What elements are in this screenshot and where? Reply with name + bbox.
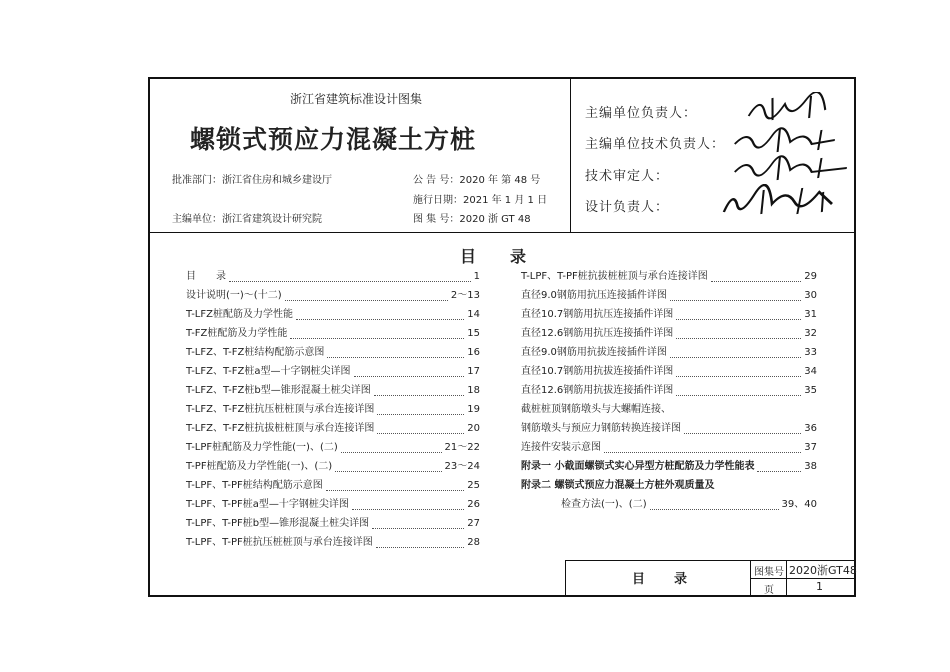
leader-dots bbox=[684, 424, 801, 434]
page-value: 1 bbox=[816, 580, 823, 593]
toc-entry-page: 28 bbox=[467, 537, 480, 548]
toc-entry-page: 17 bbox=[467, 366, 480, 377]
leader-dots bbox=[376, 538, 465, 548]
toc-right-column bbox=[521, 267, 817, 514]
toc-entry-label: T-LPF、T-PF桩b型—锥形混凝土桩尖详图 bbox=[186, 518, 370, 529]
toc-entry-page: 30 bbox=[804, 290, 817, 301]
toc-entry-label: 连接件安装示意图 bbox=[521, 442, 601, 453]
atlas-series: 浙江省建筑标准设计图集 bbox=[290, 92, 423, 106]
toc-entry[interactable] bbox=[186, 343, 480, 362]
signature-role: 主编单位负责人： bbox=[585, 106, 698, 121]
leader-dots bbox=[676, 386, 801, 396]
leader-dots bbox=[327, 348, 464, 358]
editor-unit: 主编单位：浙江省建筑设计研究院 bbox=[172, 214, 322, 225]
toc-entry[interactable] bbox=[186, 495, 480, 514]
toc-entry[interactable] bbox=[521, 476, 817, 495]
toc-entry[interactable] bbox=[186, 381, 480, 400]
toc-entry-label: T-LFZ、T-FZ桩抗压桩桩顶与承台连接详图 bbox=[186, 404, 375, 415]
toc-entry-label: T-LPF、T-PF桩a型—十字钢桩尖详图 bbox=[186, 499, 349, 510]
approval-dept: 批准部门：浙江省住房和城乡建设厅 bbox=[172, 175, 332, 186]
toc-entry-label: 直径9.0钢筋用抗拔连接插件详图 bbox=[521, 347, 667, 358]
leader-dots bbox=[285, 291, 448, 301]
leader-dots bbox=[757, 462, 801, 472]
toc-entry[interactable] bbox=[521, 495, 817, 514]
leader-dots bbox=[670, 291, 801, 301]
toc-entry[interactable] bbox=[186, 514, 480, 533]
toc-entry-page: 21～22 bbox=[444, 442, 480, 453]
leader-dots bbox=[377, 424, 464, 434]
toc-entry-label: 钢筋墩头与预应力钢筋转换连接详图 bbox=[521, 423, 681, 434]
toc-entry-page: 39、40 bbox=[781, 499, 817, 510]
toc-entry-label: 直径9.0钢筋用抗压连接插件详图 bbox=[521, 290, 667, 301]
toc-entry-page: 29 bbox=[804, 271, 817, 282]
title-block-left bbox=[565, 560, 566, 597]
notice-number: 公 告 号：2020 年 第 48 号 bbox=[413, 175, 541, 186]
leader-dots bbox=[335, 462, 441, 472]
toc-entry[interactable] bbox=[186, 438, 480, 457]
toc-entry-label: 附录一 小截面螺锁式实心异型方桩配筋及力学性能表 bbox=[521, 461, 755, 472]
atlas-label: 图集号 bbox=[754, 567, 784, 578]
leader-dots bbox=[676, 310, 801, 320]
toc-entry-label: T-LPF、T-PF桩抗拔桩桩顶与承台连接详图 bbox=[521, 271, 708, 282]
toc-left-column bbox=[186, 267, 480, 552]
toc-entry-label: 附录二 螺锁式预应力混凝土方桩外观质量及 bbox=[521, 480, 715, 491]
toc-entry[interactable] bbox=[186, 362, 480, 381]
leader-dots bbox=[650, 500, 779, 510]
leader-dots bbox=[372, 519, 464, 529]
leader-dots bbox=[229, 272, 471, 282]
toc-entry[interactable] bbox=[186, 324, 480, 343]
toc-entry-page: 26 bbox=[467, 499, 480, 510]
toc-entry[interactable] bbox=[521, 400, 817, 419]
toc-entry-page: 32 bbox=[804, 328, 817, 339]
toc-entry-page: 15 bbox=[467, 328, 480, 339]
signature-role: 设计负责人： bbox=[585, 200, 670, 215]
toc-entry-label: T-LFZ桩配筋及力学性能 bbox=[186, 309, 293, 320]
toc-entry[interactable] bbox=[186, 286, 480, 305]
toc-entry-page: 1 bbox=[473, 271, 480, 282]
document-title: 螺锁式预应力混凝土方桩 bbox=[190, 125, 477, 154]
toc-entry-page: 33 bbox=[804, 347, 817, 358]
page-label: 页 bbox=[764, 585, 774, 596]
leader-dots bbox=[711, 272, 802, 282]
toc-entry[interactable] bbox=[521, 324, 817, 343]
toc-entry[interactable] bbox=[521, 362, 817, 381]
toc-entry-page: 37 bbox=[804, 442, 817, 453]
toc-entry-label: 检查方法(一)、(二) bbox=[521, 499, 647, 510]
atlas-number: 图 集 号：2020 浙 GT 48 bbox=[413, 214, 531, 225]
toc-entry[interactable] bbox=[521, 457, 817, 476]
toc-entry[interactable] bbox=[521, 343, 817, 362]
toc-entry-label: T-FZ桩配筋及力学性能 bbox=[186, 328, 288, 339]
title-block-divider bbox=[750, 560, 751, 597]
toc-entry-page: 23～24 bbox=[444, 461, 480, 472]
title-block-mid bbox=[750, 578, 856, 579]
leader-dots bbox=[377, 405, 464, 415]
toc-entry-page: 36 bbox=[804, 423, 817, 434]
effective-date: 施行日期：2021 年 1 月 1 日 bbox=[413, 195, 548, 206]
leader-dots bbox=[670, 348, 801, 358]
title-block-divider-2 bbox=[786, 560, 787, 597]
toc-entry[interactable] bbox=[186, 267, 480, 286]
toc-entry[interactable] bbox=[186, 476, 480, 495]
toc-entry-page: 38 bbox=[804, 461, 817, 472]
toc-entry[interactable] bbox=[186, 400, 480, 419]
title-block-top bbox=[565, 560, 856, 561]
leader-dots bbox=[296, 310, 464, 320]
toc-entry[interactable] bbox=[186, 533, 480, 552]
header-vertical-divider bbox=[570, 77, 571, 232]
toc-entry-label: 直径10.7钢筋用抗拔连接插件详图 bbox=[521, 366, 674, 377]
toc-entry-label: T-LPF、T-PF桩抗压桩桩顶与承台连接详图 bbox=[186, 537, 373, 548]
leader-dots bbox=[341, 443, 442, 453]
toc-entry-label: 直径10.7钢筋用抗压连接插件详图 bbox=[521, 309, 674, 320]
toc-entry-label: 设计说明(一)～(十二) bbox=[186, 290, 282, 301]
toc-entry-page: 25 bbox=[467, 480, 480, 491]
toc-entry-page: 14 bbox=[467, 309, 480, 320]
atlas-value: 2020浙GT48 bbox=[789, 564, 857, 577]
leader-dots bbox=[354, 367, 465, 377]
toc-entry[interactable] bbox=[521, 305, 817, 324]
toc-entry-label: T-LFZ、T-FZ桩结构配筋示意图 bbox=[186, 347, 325, 358]
leader-dots bbox=[676, 329, 801, 339]
leader-dots bbox=[290, 329, 464, 339]
toc-entry-page: 18 bbox=[467, 385, 480, 396]
toc-entry-label: T-LPF桩配筋及力学性能(一)、(二) bbox=[186, 442, 338, 453]
toc-entry-page: 20 bbox=[467, 423, 480, 434]
toc-entry[interactable] bbox=[521, 438, 817, 457]
toc-entry-label: T-PF桩配筋及力学性能(一)、(二) bbox=[186, 461, 333, 472]
title-block-name: 目 录 bbox=[632, 572, 696, 587]
toc-entry-page: 34 bbox=[804, 366, 817, 377]
signature-role: 技术审定人： bbox=[585, 169, 670, 184]
toc-entry[interactable] bbox=[521, 267, 817, 286]
leader-dots bbox=[604, 443, 801, 453]
signature-mark bbox=[715, 184, 846, 224]
toc-entry-page: 27 bbox=[467, 518, 480, 529]
toc-entry-label: 目 录 bbox=[186, 271, 226, 282]
header-divider bbox=[148, 232, 856, 233]
toc-entry-label: 截桩桩顶钢筋墩头与大螺帽连接、 bbox=[521, 404, 671, 415]
toc-entry-page: 19 bbox=[467, 404, 480, 415]
toc-entry-label: T-LFZ、T-FZ桩b型—锥形混凝土桩尖详图 bbox=[186, 385, 371, 396]
toc-entry-page: 16 bbox=[467, 347, 480, 358]
leader-dots bbox=[352, 500, 464, 510]
leader-dots bbox=[374, 386, 465, 396]
toc-entry[interactable] bbox=[521, 419, 817, 438]
toc-entry-label: T-LFZ、T-FZ桩a型—十字钢桩尖详图 bbox=[186, 366, 351, 377]
signature-role: 主编单位技术负责人： bbox=[585, 137, 726, 152]
toc-entry[interactable] bbox=[521, 381, 817, 400]
toc-entry-label: T-LPF、T-PF桩结构配筋示意图 bbox=[186, 480, 323, 491]
toc-entry-label: 直径12.6钢筋用抗压连接插件详图 bbox=[521, 328, 674, 339]
toc-heading: 目录 bbox=[460, 247, 561, 266]
toc-entry[interactable] bbox=[186, 457, 480, 476]
toc-entry[interactable] bbox=[186, 419, 480, 438]
leader-dots bbox=[326, 481, 465, 491]
toc-entry[interactable] bbox=[186, 305, 480, 324]
toc-entry-label: T-LFZ、T-FZ桩抗拔桩桩顶与承台连接详图 bbox=[186, 423, 375, 434]
toc-entry-label: 直径12.6钢筋用抗拔连接插件详图 bbox=[521, 385, 674, 396]
toc-entry-page: 31 bbox=[804, 309, 817, 320]
toc-entry-page: 2～13 bbox=[450, 290, 480, 301]
toc-entry-page: 35 bbox=[804, 385, 817, 396]
toc-entry[interactable] bbox=[521, 286, 817, 305]
leader-dots bbox=[676, 367, 801, 377]
